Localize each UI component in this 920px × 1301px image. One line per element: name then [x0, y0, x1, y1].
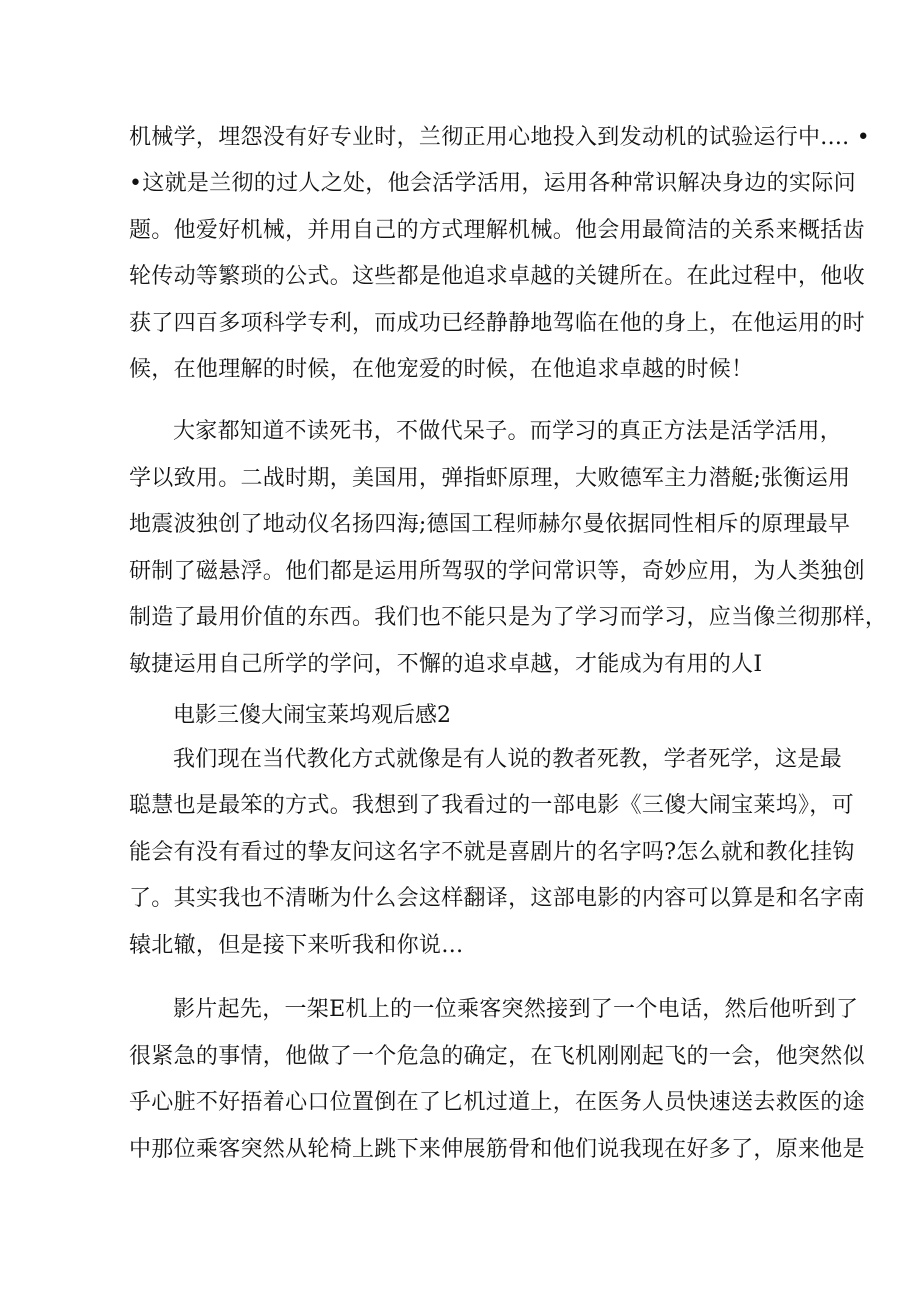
text-line: 候，在他理解的时候，在他宠爱的时候，在他追求卓越的时候！ — [129, 357, 754, 382]
text-line: 题。他爱好机械，并用自己的方式理解机械。他会用最简洁的关系来概括齿 — [129, 218, 865, 243]
text-line: 聪慧也是最笨的方式。我想到了我看过的一部电影《三傻大闹宝莱坞》，可 — [129, 793, 854, 818]
text-line: 了。其实我也不清晰为什么会这样翻译，这部电影的内容可以算是和名字南 — [129, 886, 865, 911]
text-line: •这就是兰彻的过人之处，他会活学活用，运用各种常识解决身边的实际问 — [129, 171, 856, 196]
text-line: 机械学，埋怨没有好专业时，兰彻正用心地投入到发动机的试验运行中.... • — [129, 125, 871, 150]
text-line: 轮传动等繁琐的公式。这些都是他追求卓越的关键所在。在此过程中，他收 — [129, 264, 865, 289]
text-line: 辕北辙，但是接下来听我和你说… — [129, 933, 464, 958]
text-line: 地震波独创了地动仪名扬四海;德国工程师赫尔曼依据同性相斥的原理最早 — [129, 512, 851, 537]
text-line: 我们现在当代教化方式就像是有人说的教者死教，学者死学，这是最 — [173, 747, 843, 772]
text-line: 中那位乘客突然从轮椅上跳下来伸展筋骨和他们说我现在好多了，原来他是 — [129, 1137, 865, 1162]
text-line: 研制了磁悬浮。他们都是运用所驾驭的学问常识等，奇妙应用，为人类独创 — [129, 559, 865, 584]
text-line: 影片起先，一架E机上的一位乘客突然接到了一个电话，然后他听到了 — [173, 997, 859, 1022]
text-line: 学以致用。二战时期，美国用，弹指虾原理，大败德军主力潜艇;张衡运用 — [129, 466, 851, 491]
text-line: 大家都知道不读死书，不做代呆子。而学习的真正方法是活学活用， — [173, 419, 843, 444]
text-line: 制造了最用价值的东西。我们也不能只是为了学习而学习，应当像兰彻那样， — [129, 605, 888, 630]
text-line: 很紧急的事情，他做了一个危急的确定，在飞机刚刚起飞的一会，他突然似 — [129, 1044, 865, 1069]
text-line: 乎心脏不好捂着心口位置倒在了匕机过道上，在医务人员快速送去救医的途 — [129, 1090, 865, 1115]
text-line: 获了四百多项科学专利，而成功已经静静地驾临在他的身上，在他运用的时 — [129, 311, 865, 336]
section-title: 电影三傻大闹宝莱坞观后感2 — [173, 703, 451, 728]
text-line: 能会有没有看过的挚友问这名字不就是喜剧片的名字吗?怎么就和教化挂钩 — [129, 840, 855, 865]
text-line: 敏捷运用自己所学的学问，不懈的追求卓越，才能成为有用的人I — [129, 652, 763, 677]
